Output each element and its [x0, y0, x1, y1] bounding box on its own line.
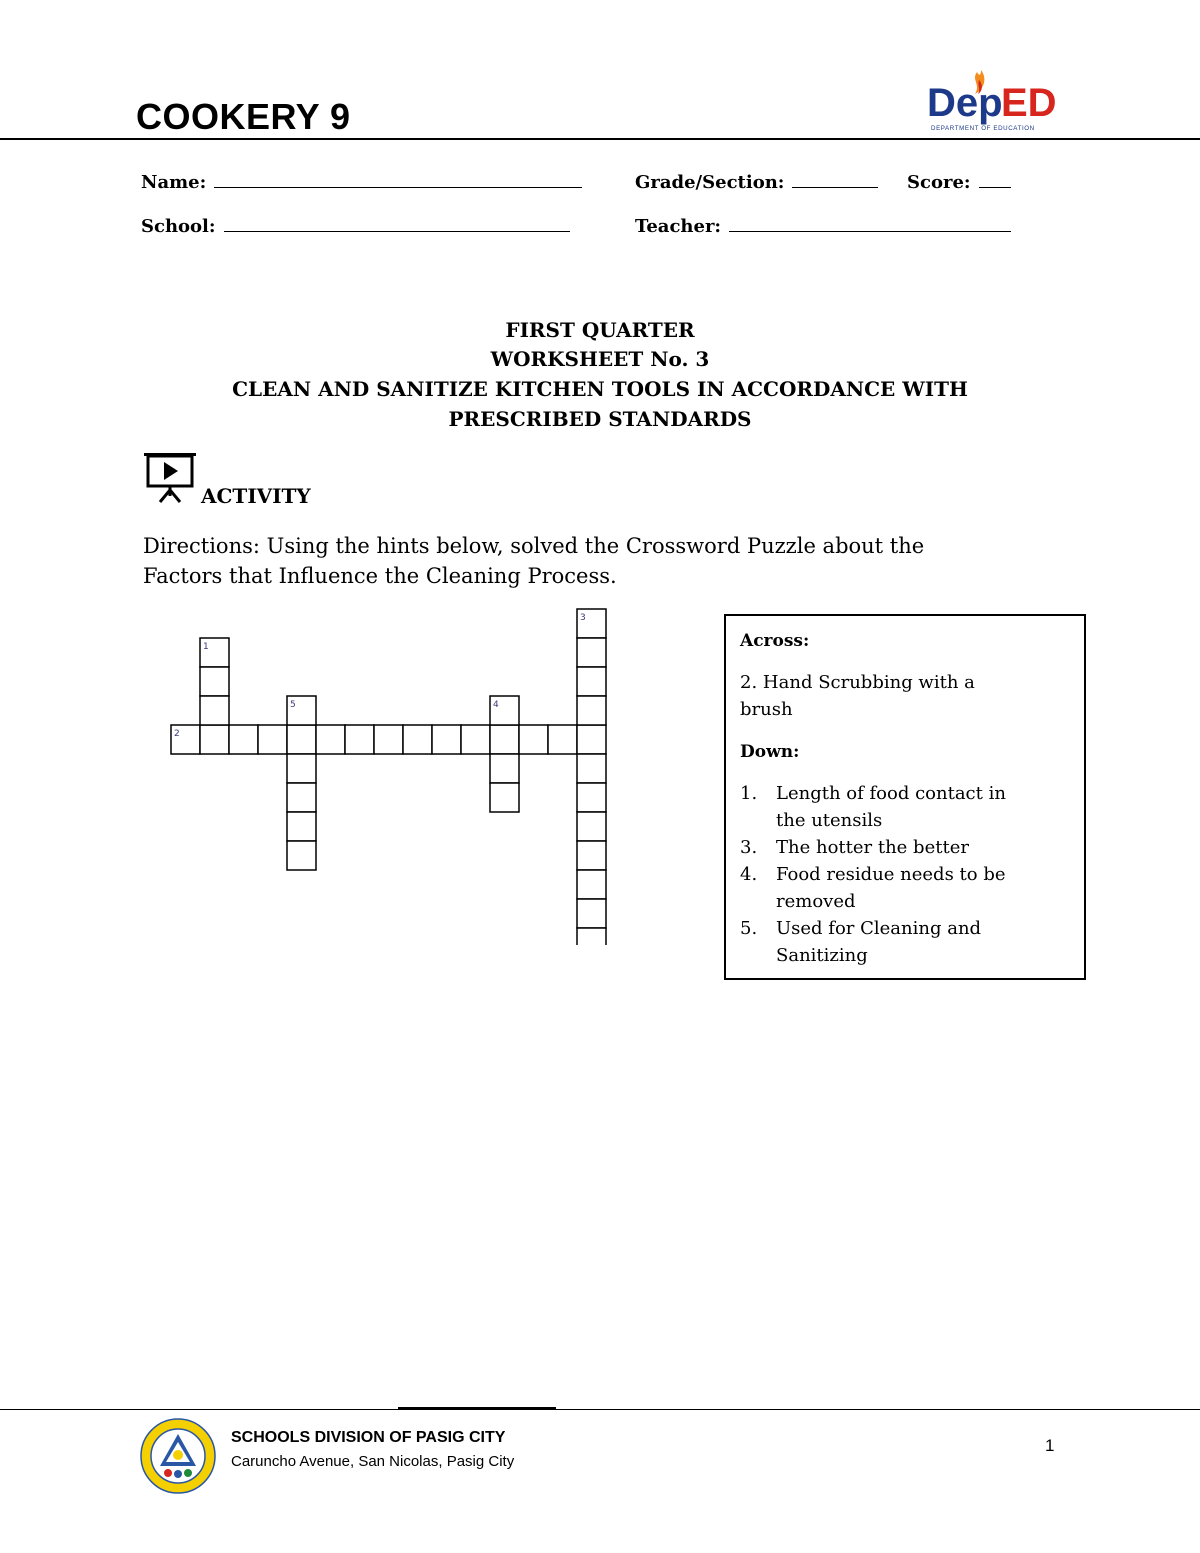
crossword-cell[interactable] [577, 870, 606, 899]
crossword-cell[interactable] [200, 725, 229, 754]
crossword-cell[interactable] [258, 725, 287, 754]
worksheet-heading: WORKSHEET No. 3 [490, 347, 710, 371]
crossword-cell[interactable] [200, 696, 229, 725]
teacher-blank[interactable] [729, 215, 1011, 232]
crossword-cell[interactable] [577, 899, 606, 928]
crossword-cell[interactable] [403, 725, 432, 754]
grade-section-field[interactable]: Grade/Section: [635, 171, 878, 193]
crossword-number-4: 4 [493, 700, 499, 710]
clues-box [724, 614, 1086, 980]
crossword-cell[interactable] [200, 667, 229, 696]
crossword-cell[interactable] [316, 725, 345, 754]
crossword-cell[interactable] [490, 783, 519, 812]
worksheet-title: COOKERY 9 [136, 96, 351, 137]
crossword-cell[interactable] [374, 725, 403, 754]
page-number: 1 [1045, 1436, 1055, 1455]
crossword-cell[interactable] [577, 696, 606, 725]
crossword-cell[interactable] [519, 725, 548, 754]
school-blank[interactable] [224, 215, 570, 232]
crossword-cell[interactable] [548, 725, 577, 754]
crossword-cell[interactable] [577, 667, 606, 696]
crossword-cell[interactable] [287, 812, 316, 841]
topic-heading-line2: PRESCRIBED STANDARDS [448, 407, 752, 431]
crossword-cell[interactable] [287, 754, 316, 783]
down-clue-1: 1. Length of food contact in the utensils [740, 783, 1006, 831]
crossword-number-1: 1 [203, 642, 209, 652]
crossword-cell[interactable] [287, 725, 316, 754]
crossword-cell[interactable] [287, 783, 316, 812]
across-clue-2: 2. Hand Scrubbing with a brush [740, 672, 975, 720]
crossword-cell[interactable] [577, 812, 606, 841]
footer-rule [0, 1409, 1200, 1410]
crossword-cell[interactable] [432, 725, 461, 754]
down-clue-5: 5. Used for Cleaning and Sanitizing [740, 918, 982, 966]
down-clue-4: 4. Food residue needs to be removed [740, 864, 1006, 912]
presentation-board-icon [144, 452, 196, 504]
crossword-cell[interactable] [490, 754, 519, 783]
header-rule [0, 138, 1200, 140]
school-division-address: Caruncho Avenue, San Nicolas, Pasig City [231, 1453, 515, 1470]
crossword-cell[interactable] [490, 725, 519, 754]
svg-text:ED: ED [1001, 81, 1057, 125]
across-heading: Across: [740, 631, 810, 651]
name-blank[interactable] [214, 171, 582, 188]
crossword-cell[interactable] [577, 754, 606, 783]
school-division-name: SCHOOLS DIVISION OF PASIG CITY [231, 1429, 506, 1446]
grade-section-blank[interactable] [792, 171, 878, 188]
crossword-cell[interactable] [577, 638, 606, 667]
pasig-division-seal [140, 1418, 216, 1494]
crossword-number-2: 2 [174, 729, 180, 739]
crossword-cell[interactable] [577, 928, 606, 945]
school-field[interactable]: School: [141, 215, 570, 237]
down-clue-list [740, 780, 1070, 969]
directions-text: Directions: Using the hints below, solved the Crossword Puzzle about the Factors that Influence the Cleaning Process. [143, 534, 925, 588]
crossword-cell[interactable] [577, 841, 606, 870]
footer-rule-accent [398, 1407, 556, 1410]
name-field[interactable]: Name: [141, 171, 582, 193]
crossword-cell[interactable] [229, 725, 258, 754]
crossword-cell[interactable] [577, 783, 606, 812]
crossword-grid[interactable] [165, 605, 615, 945]
svg-text:DEPARTMENT OF EDUCATION: DEPARTMENT OF EDUCATION [931, 125, 1035, 132]
crossword-cell[interactable] [345, 725, 374, 754]
activity-label: ACTIVITY [201, 484, 311, 508]
teacher-field[interactable]: Teacher: [635, 215, 1011, 237]
quarter-heading: FIRST QUARTER [505, 318, 695, 342]
deped-logo [925, 64, 1065, 134]
down-clue-3: 3. The hotter the better [740, 837, 969, 858]
crossword-number-5: 5 [290, 700, 296, 710]
crossword-cell[interactable] [461, 725, 490, 754]
svg-text:Dep: Dep [927, 81, 1003, 125]
score-field[interactable]: Score: [907, 171, 1011, 193]
crossword-number-3: 3 [580, 613, 586, 623]
down-heading: Down: [740, 742, 800, 762]
crossword-cell[interactable] [577, 725, 606, 754]
score-blank[interactable] [979, 171, 1011, 188]
topic-heading-line1: CLEAN AND SANITIZE KITCHEN TOOLS IN ACCORDANCE WITH [232, 377, 968, 401]
crossword-cell[interactable] [287, 841, 316, 870]
